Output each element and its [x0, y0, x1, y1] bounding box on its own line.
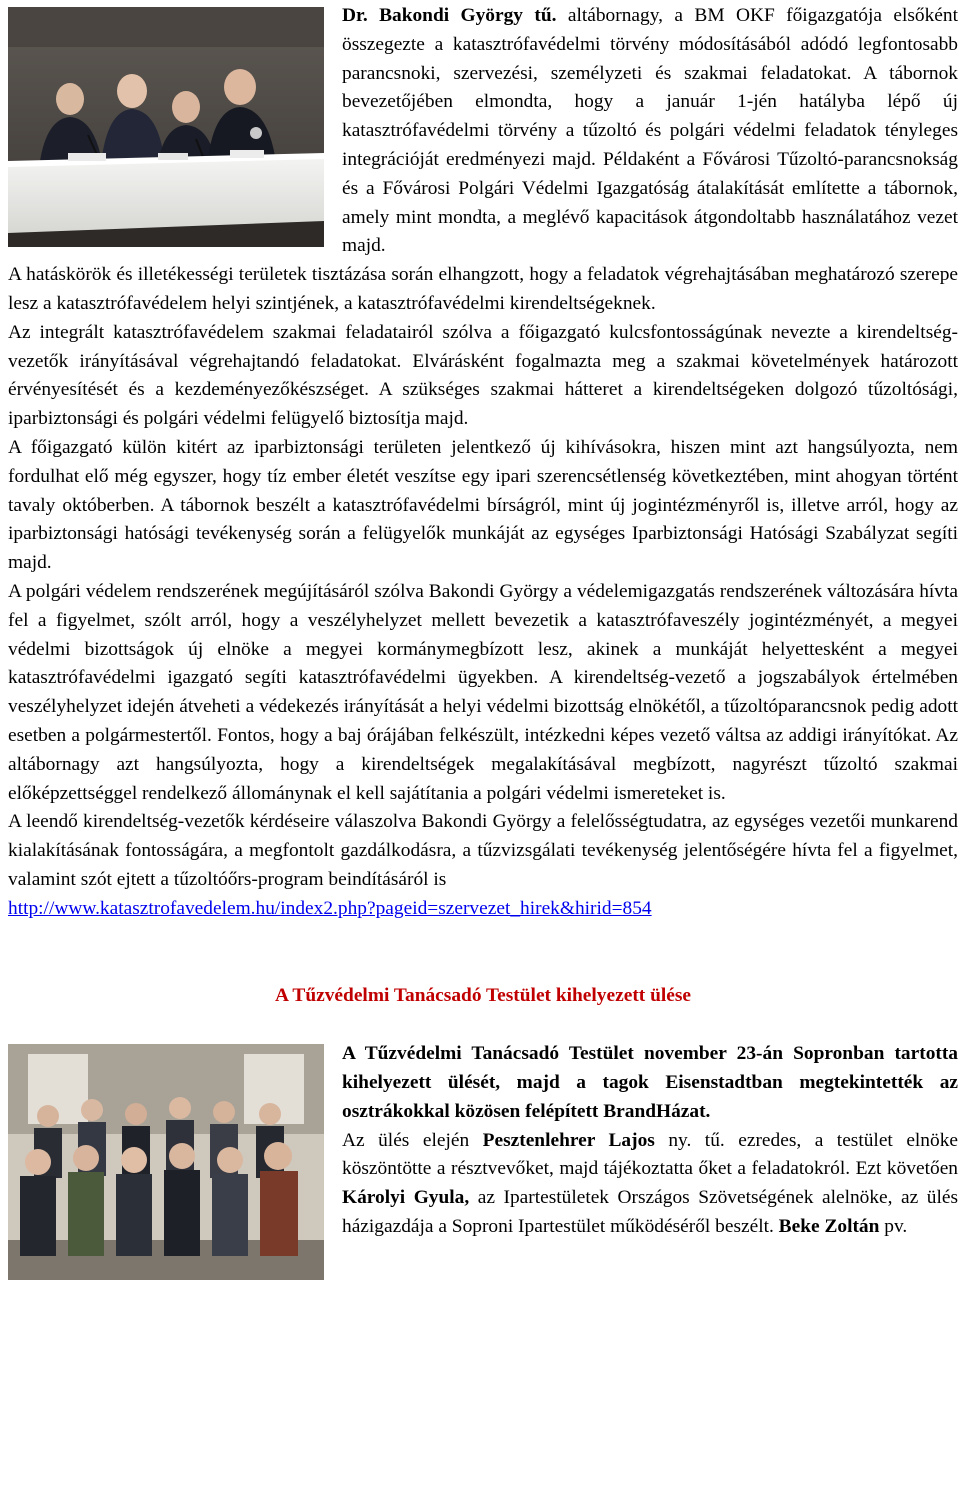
conference-photo	[8, 7, 324, 247]
person-name: Pesztenlehrer Lajos	[482, 1129, 655, 1151]
body-text: pv.	[879, 1216, 908, 1238]
article1-paragraph: A leendő kirendeltség-vezetők kérdéseire válaszolva Bakondi György a felelősségtudatra, az egységes vezetői munkarend kialakításának fontosságára, a megfontolt gazdálkodásra, a tűzvizsgálati tevékenység jelentőségére hívta fel a figyelmet, valamint szót ejtett a tűzoltóőrs-program beindításáról is	[8, 811, 958, 890]
group-photo	[8, 1044, 324, 1280]
article1-paragraph: Az integrált katasztrófavédelem szakmai feladatairól szólva a főigazgató kulcsfontosságúnak nevezte a kirendeltség-vezetők irányításával végrehajtandó feladatokat. Elvárásként fogalmazta meg a szakmai követelmények határozott érvényesítését és a kezdeményezőkészséget. A szükséges szakmai hátteret a kirendeltségeken dolgozó tűzoltósági, iparbiztonsági és polgári védelmi felügyelő biztosítja majd.	[8, 321, 958, 430]
body-text: az Ipartestületek Országos Szövetségének alelnöke, az ülés házigazdája a Soproni Ipartestület működéséről beszélt.	[342, 1187, 958, 1238]
article2-title: A Tűzvédelmi Tanácsadó Testület kihelyezett ülése	[274, 984, 692, 1006]
article1-paragraph: A polgári védelem rendszerének megújításáról szólva Bakondi György a védelemigazgatás rendszerének változására hívta fel a figyelmet, szólt arról, hogy a veszélyhelyzet mellett bevezetik a katasztrófaveszély jogintézményét, a megyei védelmi bizottságok új elnöke a megyei kormánymegbízott lesz, akinek a munkáját helyettesként a megyei katasztrófavédelmi igazgató segíti katasztrófavédelmi ügyekben. A kirendeltség-vezető a jogszabályok értelmében veszélyhelyzet idején átveheti a védekezés irányítását a helyi védelmi bizottság elnökétől, a tűzoltóparancsnok pedig adott esetben a polgármestertől. Fontos, hogy a baj órájában felkészült, intézkedni képes vezető váltsa az addigi irányítókat. Az altábornagy azt hangsúlyozta, hogy a kirendeltségek megalakításával megbízott, nagyrészt tűzoltó szakmai előképzettséggel rendelkező állománynak el kell sajátítania a polgári védelmi ismereteket is.	[8, 580, 958, 804]
body-text: Az ülés elején	[342, 1129, 483, 1151]
source-link-line	[8, 895, 958, 924]
speaker-name: Dr. Bakondi György tű.	[342, 5, 557, 26]
body-text: ny. tű. ezredes, a testület elnöke köszöntötte a résztvevőket, majd tájékoztatta őket a feladatokról. Ezt követően	[342, 1129, 959, 1180]
article1-paragraph: A főigazgató külön kitért az iparbiztonsági területen jelentkező új kihívásokra, hiszen mint azt hangsúlyozta, nem fordulhat elő még egyszer, hogy tíz ember életét veszítse egy ipari szerencsétlenség következtében, mint ahogyan történt tavaly októberben. A tábornok beszélt a katasztrófavédelmi bírságról, mint új jogintézményről is, illetve arról, hogy az iparbiztonsági hatósági tevékenység során a felügyelők munkáját az egységes Iparbiztonsági Hatósági Szabályzat segíti majd.	[8, 436, 958, 574]
person-name: Károlyi Gyula,	[342, 1187, 470, 1209]
document-page	[8, 2, 958, 1280]
source-link[interactable]: http://www.katasztrofavedelem.hu/index2.php?pageid=szervezet_hirek&hirid=854	[8, 897, 652, 919]
intro-text: altábornagy, a BM OKF főigazgatója elsőként összegezte a katasztrófavédelmi törvény módosításából adódó legfontosabb parancsnoki, szervezési, személyzeti és szakmai feladatokat. A tábornok bevezetőjében elmondta, hogy a január 1-jén hatályba lépő új katasztrófavédelmi törvény a tűzoltó és polgári védelmi feladatok tényleges integrációját eredményezi majd. Példaként a Fővárosi Tűzoltó-parancsnokság és a Fővárosi Polgári Védelmi Igazgatóság átalakítását említette a tábornok, amely mint mondta, a meglévő kapacitások átgondoltabb használatához vezet majd.	[342, 5, 958, 257]
section-spacer	[8, 924, 958, 982]
lead-text: A Tűzvédelmi Tanácsadó Testület november 23-án Sopronban tartotta kihelyezett ülését, majd a tagok Eisenstadtban megtekintették az osztrákokkal közösen felépített BrandHázat.	[342, 1043, 958, 1122]
group-photo-graphic	[8, 1044, 324, 1280]
conference-photo-graphic	[8, 7, 324, 247]
person-name: Beke Zoltán	[778, 1216, 880, 1238]
article1-intro	[8, 2, 958, 261]
article2-lead	[8, 1040, 958, 1126]
article1-paragraph: A hatáskörök és illetékességi területek tisztázása során elhangzott, hogy a feladatok végrehajtásában meghatározó szerepe lesz a katasztrófavédelem helyi szintjének, a katasztrófavédelmi kirendeltségeknek.	[8, 264, 958, 314]
